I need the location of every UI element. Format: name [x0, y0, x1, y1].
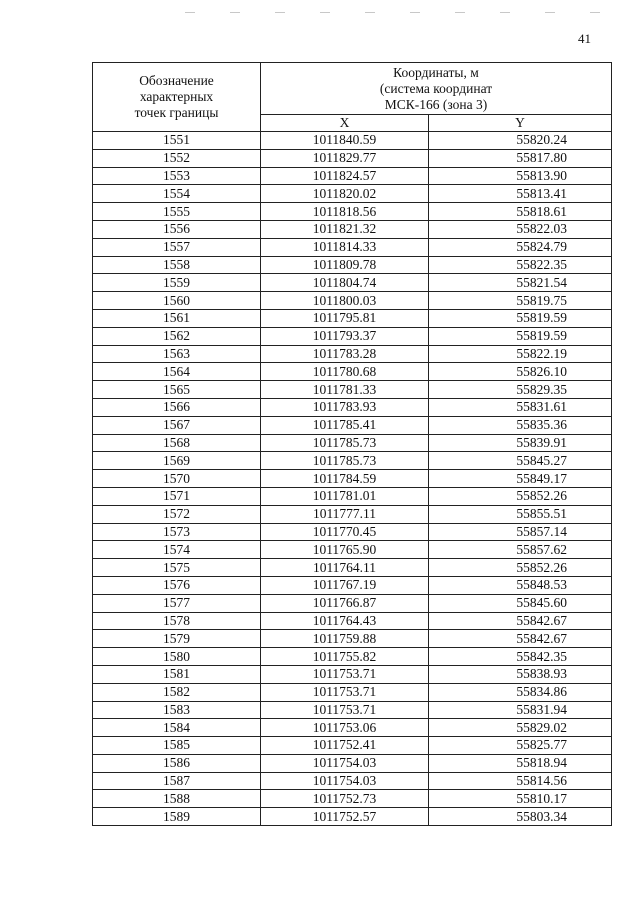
table-header-row: [93, 63, 612, 115]
point-id-cell: 1557: [93, 238, 261, 256]
x-coordinate-cell: 1011804.74: [261, 274, 429, 292]
point-id-cell: 1572: [93, 505, 261, 523]
table-row: [93, 149, 612, 167]
x-coordinate-cell: 1011777.11: [261, 505, 429, 523]
point-id-cell: 1552: [93, 149, 261, 167]
y-coordinate-cell: 55835.36: [429, 416, 612, 434]
y-coordinate-cell: 55814.56: [429, 772, 612, 790]
x-coordinate-cell: 1011795.81: [261, 309, 429, 327]
point-id-cell: 1559: [93, 274, 261, 292]
table-row: [93, 434, 612, 452]
table-row: [93, 523, 612, 541]
y-coordinate-cell: 55839.91: [429, 434, 612, 452]
table-row: [93, 612, 612, 630]
point-id-cell: 1584: [93, 719, 261, 737]
point-id-cell: 1588: [93, 790, 261, 808]
y-coordinate-cell: 55845.60: [429, 594, 612, 612]
table-row: [93, 541, 612, 559]
point-id-cell: 1551: [93, 132, 261, 150]
y-coordinate-cell: 55825.77: [429, 737, 612, 755]
point-id-cell: 1573: [93, 523, 261, 541]
y-coordinate-cell: 55803.34: [429, 808, 612, 826]
x-coordinate-cell: 1011755.82: [261, 648, 429, 666]
y-coordinate-cell: 55855.51: [429, 505, 612, 523]
x-coordinate-cell: 1011780.68: [261, 363, 429, 381]
y-coordinate-cell: 55818.94: [429, 754, 612, 772]
x-coordinate-cell: 1011800.03: [261, 292, 429, 310]
scan-artifact: [500, 12, 510, 13]
point-id-cell: 1558: [93, 256, 261, 274]
x-coordinate-cell: 1011785.41: [261, 416, 429, 434]
point-designation-header: [93, 63, 261, 132]
table-row: [93, 309, 612, 327]
point-id-cell: 1587: [93, 772, 261, 790]
point-id-cell: 1562: [93, 327, 261, 345]
y-coordinate-cell: 55834.86: [429, 683, 612, 701]
y-coordinate-cell: 55848.53: [429, 576, 612, 594]
y-coordinate-cell: 55813.41: [429, 185, 612, 203]
point-id-cell: 1553: [93, 167, 261, 185]
point-id-cell: 1567: [93, 416, 261, 434]
point-id-cell: 1578: [93, 612, 261, 630]
scan-artifact: [230, 12, 240, 13]
y-coordinate-cell: 55829.02: [429, 719, 612, 737]
x-coordinate-cell: 1011753.71: [261, 701, 429, 719]
x-coordinate-cell: 1011793.37: [261, 327, 429, 345]
x-coordinate-cell: 1011752.57: [261, 808, 429, 826]
table-row: [93, 256, 612, 274]
y-coordinate-cell: 55821.54: [429, 274, 612, 292]
point-id-cell: 1576: [93, 576, 261, 594]
y-column-header: Y: [429, 115, 612, 132]
point-id-cell: 1574: [93, 541, 261, 559]
y-coordinate-cell: 55852.26: [429, 559, 612, 577]
table-row: [93, 665, 612, 683]
table-row: [93, 737, 612, 755]
table-row: [93, 345, 612, 363]
table-row: [93, 203, 612, 221]
x-coordinate-cell: 1011759.88: [261, 630, 429, 648]
x-coordinate-cell: 1011753.71: [261, 665, 429, 683]
point-id-cell: 1569: [93, 452, 261, 470]
x-coordinate-cell: 1011770.45: [261, 523, 429, 541]
x-coordinate-cell: 1011814.33: [261, 238, 429, 256]
x-coordinate-cell: 1011764.11: [261, 559, 429, 577]
table-row: [93, 470, 612, 488]
table-row: [93, 167, 612, 185]
table-row: [93, 220, 612, 238]
table-body: [93, 132, 612, 826]
x-coordinate-cell: 1011824.57: [261, 167, 429, 185]
point-header-line: точек границы: [134, 105, 219, 120]
point-id-cell: 1555: [93, 203, 261, 221]
y-coordinate-cell: 55852.26: [429, 487, 612, 505]
table-row: [93, 683, 612, 701]
table-row: [93, 452, 612, 470]
table-row: [93, 576, 612, 594]
scan-artifact: [275, 12, 285, 13]
y-coordinate-cell: 55810.17: [429, 790, 612, 808]
table-row: [93, 398, 612, 416]
y-coordinate-cell: 55822.19: [429, 345, 612, 363]
x-coordinate-cell: 1011820.02: [261, 185, 429, 203]
point-id-cell: 1565: [93, 381, 261, 399]
point-header-line: Обозначение: [139, 73, 214, 88]
y-coordinate-cell: 55818.61: [429, 203, 612, 221]
table-row: [93, 274, 612, 292]
scan-artifact: [320, 12, 330, 13]
point-id-cell: 1568: [93, 434, 261, 452]
point-id-cell: 1589: [93, 808, 261, 826]
x-coordinate-cell: 1011753.71: [261, 683, 429, 701]
table-row: [93, 505, 612, 523]
table-row: [93, 327, 612, 345]
table-row: [93, 754, 612, 772]
y-coordinate-cell: 55826.10: [429, 363, 612, 381]
point-id-cell: 1570: [93, 470, 261, 488]
table-row: [93, 185, 612, 203]
point-id-cell: 1554: [93, 185, 261, 203]
x-coordinate-cell: 1011781.33: [261, 381, 429, 399]
point-id-cell: 1560: [93, 292, 261, 310]
point-id-cell: 1580: [93, 648, 261, 666]
table-row: [93, 772, 612, 790]
x-coordinate-cell: 1011754.03: [261, 772, 429, 790]
coords-header-line: МСК-166 (зона 3): [384, 96, 488, 112]
y-coordinate-cell: 55819.59: [429, 309, 612, 327]
table-row: [93, 132, 612, 150]
point-id-cell: 1575: [93, 559, 261, 577]
x-coordinate-cell: 1011752.73: [261, 790, 429, 808]
x-coordinate-cell: 1011764.43: [261, 612, 429, 630]
y-coordinate-cell: 55831.94: [429, 701, 612, 719]
y-coordinate-cell: 55813.90: [429, 167, 612, 185]
y-coordinate-cell: 55822.03: [429, 220, 612, 238]
table-row: [93, 719, 612, 737]
point-header-line: характерных: [139, 89, 214, 104]
x-coordinate-cell: 1011767.19: [261, 576, 429, 594]
x-coordinate-cell: 1011753.06: [261, 719, 429, 737]
point-id-cell: 1582: [93, 683, 261, 701]
point-id-cell: 1581: [93, 665, 261, 683]
x-coordinate-cell: 1011766.87: [261, 594, 429, 612]
point-id-cell: 1583: [93, 701, 261, 719]
y-coordinate-cell: 55817.80: [429, 149, 612, 167]
scan-artifact: [590, 12, 600, 13]
y-coordinate-cell: 55857.62: [429, 541, 612, 559]
y-coordinate-cell: 55838.93: [429, 665, 612, 683]
coords-header-line: (система координат: [379, 80, 493, 96]
point-id-cell: 1571: [93, 487, 261, 505]
table-row: [93, 594, 612, 612]
table-row: [93, 701, 612, 719]
x-coordinate-cell: 1011784.59: [261, 470, 429, 488]
point-id-cell: 1561: [93, 309, 261, 327]
y-coordinate-cell: 55831.61: [429, 398, 612, 416]
x-coordinate-cell: 1011821.32: [261, 220, 429, 238]
y-coordinate-cell: 55857.14: [429, 523, 612, 541]
table-row: [93, 363, 612, 381]
table-row: [93, 648, 612, 666]
scan-artifact: [185, 12, 195, 13]
table-row: [93, 487, 612, 505]
x-coordinate-cell: 1011754.03: [261, 754, 429, 772]
scan-artifact: [545, 12, 555, 13]
point-id-cell: 1586: [93, 754, 261, 772]
x-coordinate-cell: 1011752.41: [261, 737, 429, 755]
table-row: [93, 292, 612, 310]
table-row: [93, 630, 612, 648]
point-id-cell: 1564: [93, 363, 261, 381]
table-row: [93, 416, 612, 434]
y-coordinate-cell: 55824.79: [429, 238, 612, 256]
point-id-cell: 1566: [93, 398, 261, 416]
x-coordinate-cell: 1011785.73: [261, 452, 429, 470]
table-row: [93, 808, 612, 826]
x-coordinate-cell: 1011765.90: [261, 541, 429, 559]
x-coordinate-cell: 1011809.78: [261, 256, 429, 274]
x-column-header: X: [261, 115, 429, 132]
y-coordinate-cell: 55842.35: [429, 648, 612, 666]
x-coordinate-cell: 1011783.28: [261, 345, 429, 363]
y-coordinate-cell: 55849.17: [429, 470, 612, 488]
x-coordinate-cell: 1011818.56: [261, 203, 429, 221]
table-row: [93, 381, 612, 399]
x-coordinate-cell: 1011829.77: [261, 149, 429, 167]
point-id-cell: 1577: [93, 594, 261, 612]
scan-artifact: [455, 12, 465, 13]
coordinates-table: [92, 62, 612, 826]
y-coordinate-cell: 55820.24: [429, 132, 612, 150]
page-number: 41: [578, 31, 591, 46]
y-coordinate-cell: 55819.59: [429, 327, 612, 345]
table-row: [93, 790, 612, 808]
x-coordinate-cell: 1011785.73: [261, 434, 429, 452]
scan-artifact: [410, 12, 420, 13]
y-coordinate-cell: 55822.35: [429, 256, 612, 274]
y-coordinate-cell: 55819.75: [429, 292, 612, 310]
x-coordinate-cell: 1011783.93: [261, 398, 429, 416]
x-coordinate-cell: 1011781.01: [261, 487, 429, 505]
coordinates-header: [261, 63, 612, 115]
point-id-cell: 1585: [93, 737, 261, 755]
scan-artifact: [365, 12, 375, 13]
table-row: [93, 559, 612, 577]
coords-header-line: Координаты, м: [393, 64, 479, 80]
y-coordinate-cell: 55845.27: [429, 452, 612, 470]
y-coordinate-cell: 55829.35: [429, 381, 612, 399]
table-row: [93, 238, 612, 256]
y-coordinate-cell: 55842.67: [429, 630, 612, 648]
point-id-cell: 1579: [93, 630, 261, 648]
point-id-cell: 1556: [93, 220, 261, 238]
y-coordinate-cell: 55842.67: [429, 612, 612, 630]
point-id-cell: 1563: [93, 345, 261, 363]
x-coordinate-cell: 1011840.59: [261, 132, 429, 150]
